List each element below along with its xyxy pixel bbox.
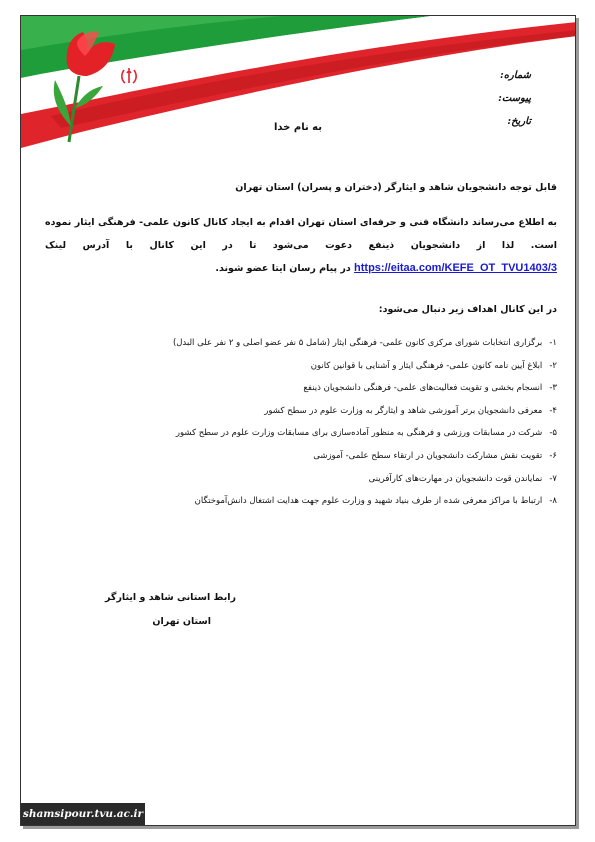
intro-paragraph — [45, 211, 557, 280]
goal-number: ۶- — [549, 450, 557, 461]
goal-text: ابلاغ آیین نامه کانون علمی- فرهنگی ایثار و آشنایی با قوانین کانون — [310, 360, 543, 371]
signature-title: رابط استانی شاهد و ایثارگر — [105, 592, 236, 603]
goal-item — [57, 355, 557, 378]
goal-text: معرفی دانشجویان برتر آموزشی شاهد و ایثارگر به وزارت علوم در سطح کشور — [264, 405, 543, 416]
goal-item — [57, 468, 557, 491]
goal-item — [57, 445, 557, 468]
goal-number: ۸- — [549, 496, 557, 507]
goal-item — [57, 490, 557, 513]
goal-text: نمایاندن قوت دانشجویان در مهارت‌های کارآفرینی — [368, 473, 543, 484]
goal-text: شرکت در مسابقات ورزشی و فرهنگی به منظور آماده‌سازی برای مسابقات وزارت علوم در سطح کشور — [175, 428, 543, 439]
website-badge[interactable]: shamsipour.tvu.ac.ir — [21, 803, 145, 825]
goals-heading: در این کانال اهداف زیر دنبال می‌شود: — [378, 304, 557, 315]
eitaa-channel-link[interactable]: https://eitaa.com/KEFE_OT_TVU1403/3 — [354, 262, 557, 274]
goal-text: برگزاری انتخابات شورای مرکزی کانون علمی- فرهنگی ایثار (شامل ۵ نفر عضو اصلی و ۲ نفر علی البدل) — [172, 338, 543, 348]
goal-text: تقویت نقش مشارکت دانشجویان در ارتقاء سطح علمی- آموزشی — [313, 450, 543, 461]
goal-text: انسجام بخشی و تقویت فعالیت‌های علمی- فرهنگی دانشجویان ذینفع — [303, 383, 543, 394]
intro-line-3-suffix: در پیام رسان ایتا عضو شوند. — [215, 263, 351, 274]
goal-item — [57, 332, 557, 355]
intro-line-2: است. لذا از دانشجویان ذینفع دعوت می‌شود تا در این کانال با آدرس لینک — [45, 240, 557, 251]
date-label: تاریخ: — [507, 116, 531, 127]
signature-province: استان تهران — [152, 616, 211, 627]
goal-number: ۳- — [549, 383, 557, 394]
number-label: شماره: — [500, 70, 531, 81]
goal-text: ارتباط با مراکز معرفی شده از طرف بنیاد شهید و وزارت علوم جهت هدایت اشتغال دانش‌آموختگان — [194, 496, 543, 507]
goal-number: ۴- — [549, 405, 557, 416]
intro-line-1: به اطلاع می‌رساند دانشگاه فنی و حرفه‌ای استان تهران اقدام به ایجاد کانال کانون علمی- فرهنگی ایثار نموده — [45, 217, 557, 228]
goal-item — [57, 422, 557, 445]
goal-number: ۱- — [549, 338, 557, 348]
goal-item — [57, 377, 557, 400]
goal-number: ۵- — [549, 428, 557, 439]
signature-block — [76, 586, 236, 634]
goals-list — [57, 332, 557, 513]
goal-number: ۷- — [549, 473, 557, 484]
addressee-line: قابل توجه دانشجویان شاهد و ایثارگر (دختران و پسران) استان تهران — [235, 182, 557, 193]
goal-item — [57, 400, 557, 423]
basmala-heading: به نام خدا — [273, 122, 323, 133]
goal-number: ۲- — [549, 360, 557, 371]
attachment-label: پیوست: — [498, 93, 531, 104]
intro-line-3 — [45, 257, 557, 280]
letter-page — [20, 15, 576, 826]
